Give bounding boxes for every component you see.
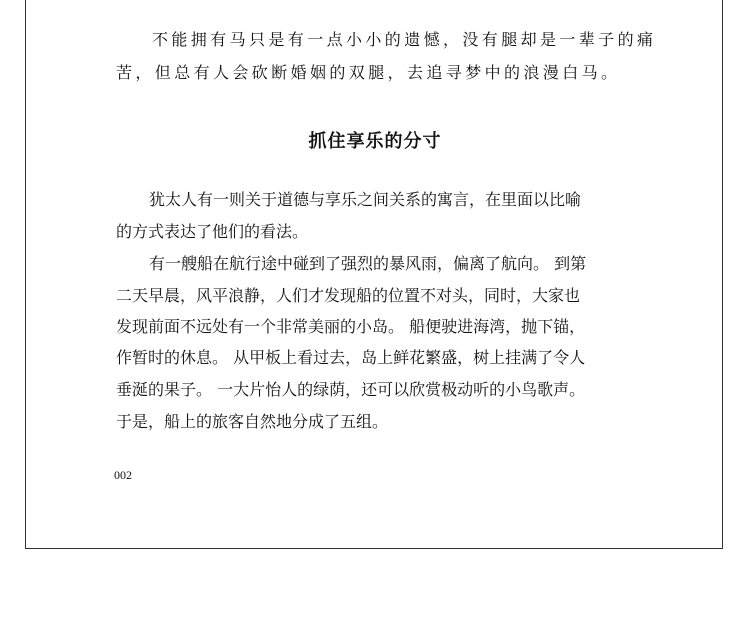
text-line: 作暂时的休息。 从甲板上看过去，岛上鲜花繁盛，树上挂满了令人 — [116, 348, 586, 367]
page-number: 002 — [114, 468, 132, 482]
text-line: 犹太人有一则关于道德与享乐之间关系的寓言，在里面以比喻 — [149, 190, 582, 209]
text-line: 不能拥有马只是有一点小小的遗憾，没有腿却是一辈子的痛 — [152, 30, 657, 49]
text-line: 有一艘船在航行途中碰到了强烈的暴风雨，偏离了航向。 到第 — [149, 254, 587, 273]
section-title: 抓住享乐的分寸 — [308, 131, 442, 152]
text-line: 于是，船上的旅客自然地分成了五组。 — [116, 412, 389, 431]
text-line: 垂涎的果子。 一大片怡人的绿荫，还可以欣赏极动听的小鸟歌声。 — [116, 380, 586, 399]
text-line: 发现前面不远处有一个非常美丽的小岛。 船便驶进海湾，抛下锚， — [116, 317, 586, 336]
text-line: 苦，但总有人会砍断婚姻的双腿，去追寻梦中的浪漫白马。 — [116, 63, 621, 82]
text-line: 二天早晨，风平浪静，人们才发现船的位置不对头，同时，大家也 — [116, 286, 581, 305]
document-page — [25, 0, 723, 549]
text-line: 的方式表达了他们的看法。 — [116, 222, 309, 241]
